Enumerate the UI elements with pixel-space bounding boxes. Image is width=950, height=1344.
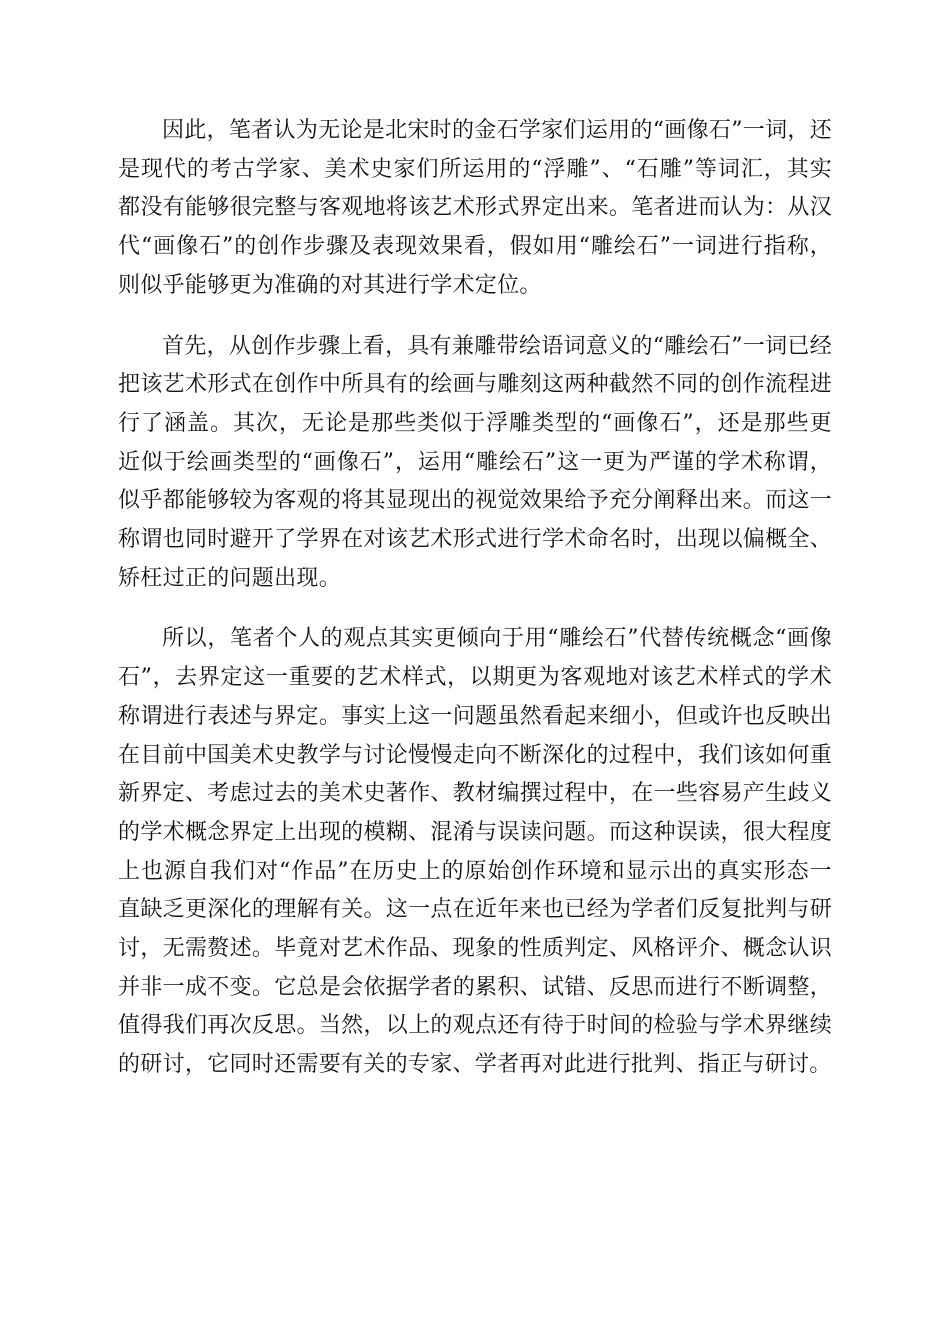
document-body [118,112,832,1107]
paragraph-1: 因此，笔者认为无论是北宋时的金石学家们运用的“画像石”一词，还是现代的考古学家、美术史家们所运用的“浮雕”、“石雕”等词汇，其实都没有能够很完整与客观地将该艺术形式界定出来。笔者进而认为：从汉代“画像石”的创作步骤及表现效果看，假如用“雕绘石”一词进行指称，则似乎能够更为准确的对其进行学术定位。 [118,118,832,298]
paragraph-2: 首先，从创作步骤上看，具有兼雕带绘语词意义的“雕绘石”一词已经把该艺术形式在创作中所具有的绘画与雕刻这两种截然不同的创作流程进行了涵盖。其次，无论是那些类似于浮雕类型的“画像石”，还是那些更近似于绘画类型的“画像石”，运用“雕绘石”这一更为严谨的学术称谓，似乎都能够较为客观的将其显现出的视觉效果给予充分阐释出来。而这一称谓也同时避开了学界在对该艺术形式进行学术命名时，出现以偏概全、矫枉过正的问题出现。 [118,333,832,591]
paragraph-3: 所以，笔者个人的观点其实更倾向于用“雕绘石”代替传统概念“画像石”，去界定这一重要的艺术样式，以期更为客观地对该艺术样式的学术称谓进行表述与界定。事实上这一问题虽然看起来细小，但或许也反映出在目前中国美术史教学与讨论慢慢走向不断深化的过程中，我们该如何重新界定、考虑过去的美术史著作、教材编撰过程中，在一些容易产生歧义的学术概念界定上出现的模糊、混淆与误读问题。而这种误读，很大程度上也源自我们对“作品”在历史上的原始创作环境和显示出的真实形态一直缺乏更深化的理解有关。这一点在近年来也已经为学者们反复批判与研讨，无需赘述。毕竟对艺术作品、现象的性质判定、风格评介、概念认识并非一成不变。它总是会依据学者的累积、试错、反思而进行不断调整，值得我们再次反思。当然，以上的观点还有待于时间的检验与学术界继续的研讨，它同时还需要有关的专家、学者再对此进行批判、指正与研讨。 [118,626,832,1078]
